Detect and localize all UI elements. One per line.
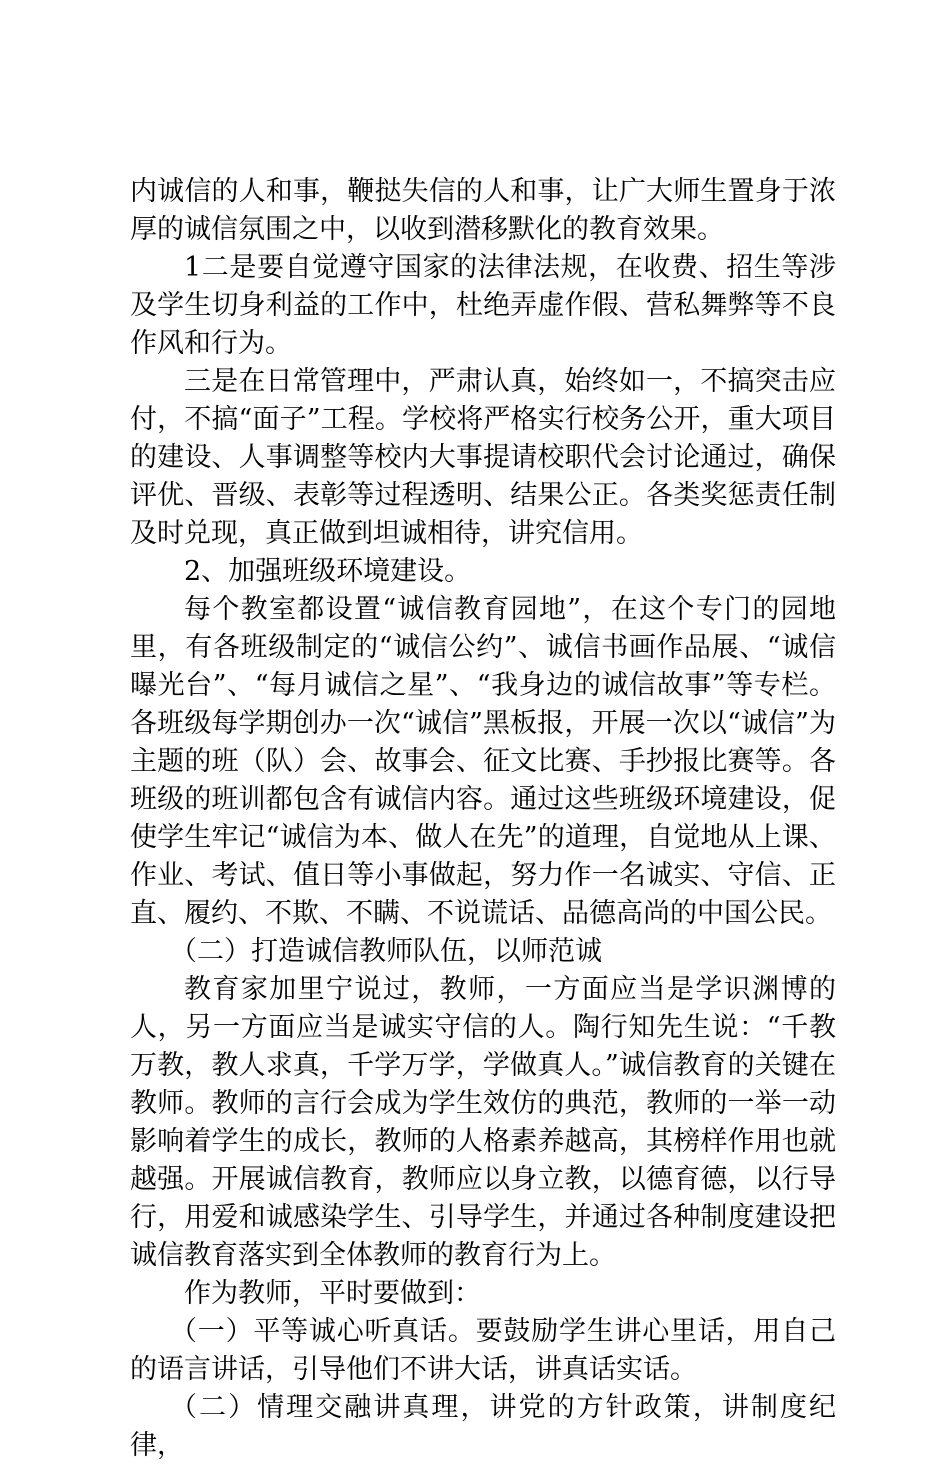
paragraph-7: 教育家加里宁说过，教师，一方面应当是学识渊博的人，另一方面应当是诚实守信的人。陶行知先生说：“千教万教，教人求真，千学万学，学做真人。”诚信教育的关键在教师。教师的言行会成为学生效仿的典范，教师的一举一动影响着学生的成长，教师的人格素养越高，其榜样作用也就越强。开展诚信教育，教师应以身立教，以德育德，以行导行，用爱和诚感染学生、引导学生，并通过各种制度建设把诚信教育落实到全体教师的教育行为上。 (130, 974, 836, 1271)
section-heading-class-environment: 2、加强班级环境建设。 (184, 556, 472, 587)
paragraph-1: 内诚信的人和事，鞭挞失信的人和事，让广大师生置身于浓厚的诚信氛围之中，以收到潜移默化的教育效果。 (130, 176, 836, 245)
section-heading-teacher-team: （二）打造诚信教师队伍，以师范诚 (170, 936, 602, 967)
paragraph-5: 每个教室都设置“诚信教育园地”，在这个专门的园地里，有各班级制定的“诚信公约”、诚信书画作品展、“诚信曝光台”、“每月诚信之星”、“我身边的诚信故事”等专栏。各班级每学期创办一次“诚信”黑板报，开展一次以“诚信”为主题的班（队）会、故事会、征文比赛、手抄报比赛等。各班级的班训都包含有诚信内容。通过这些班级环境建设，促使学生牢记“诚信为本、做人在先”的道理，自觉地从上课、作业、考试、值日等小事做起，努力作一名诚实、守信、正直、履约、不欺、不瞒、不说谎话、品德高尚的中国公民。 (130, 594, 836, 929)
paragraph-8: 作为教师，平时要做到： (184, 1278, 481, 1309)
paragraph-9: （一）平等诚心听真话。要鼓励学生讲心里话，用自己的语言讲话，引导他们不讲大话，讲真话实话。 (130, 1316, 836, 1385)
paragraph-2: 1二是要自觉遵守国家的法律法规，在收费、招生等涉及学生切身利益的工作中，杜绝弄虚作假、营私舞弊等不良作风和行为。 (130, 252, 836, 359)
document-body (130, 173, 836, 1465)
paragraph-3: 三是在日常管理中，严肃认真，始终如一，不搞突击应付，不搞“面子”工程。学校将严格实行校务公开，重大项目的建设、人事调整等校内大事提请校职代会讨论通过，确保评优、晋级、表彰等过程透明、结果公正。各类奖惩责任制及时兑现，真正做到坦诚相待，讲究信用。 (130, 366, 836, 549)
paragraph-10: （二）情理交融讲真理，讲党的方针政策，讲制度纪律， (130, 1392, 836, 1461)
